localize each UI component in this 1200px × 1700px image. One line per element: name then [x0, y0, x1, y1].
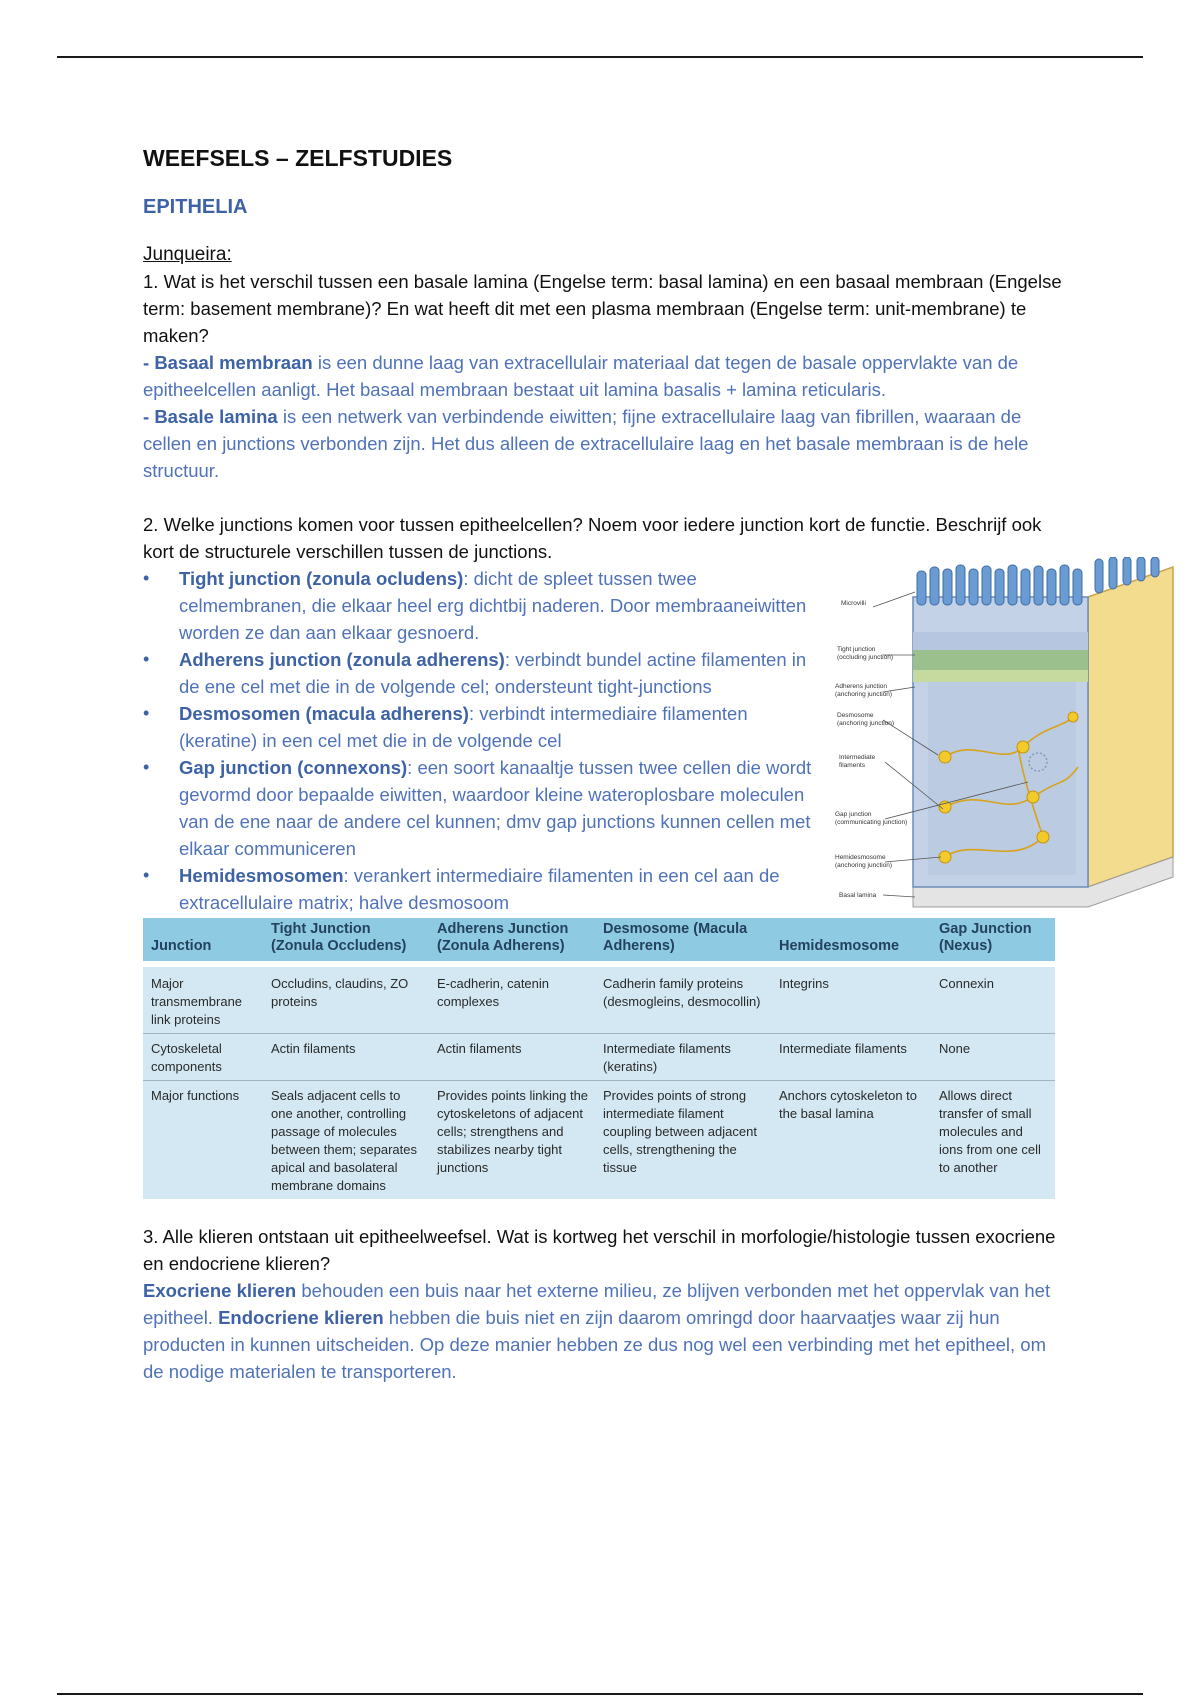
figure-label: (anchoring junction) — [837, 720, 895, 727]
source-label: Junqueira: — [143, 244, 232, 265]
figure-label: (anchoring junction) — [835, 862, 893, 869]
table-cell: Cytoskeletal components — [143, 1034, 263, 1081]
question-1: 1. Wat is het verschil tussen een basale lamina (Engelse term: basal lamina) en een basaal membraan (Engelse term: basement membrane)? En wat heeft dit met een plasma membraan (Engelse term: unit-membrane) te maken? — [143, 271, 1062, 346]
table-cell: Connexin — [931, 964, 1055, 1034]
document-title: WEEFSELS – ZELFSTUDIES — [143, 145, 453, 171]
table-row — [143, 1081, 1055, 1200]
figure-label: Hemidesmosome — [835, 854, 886, 861]
junction-term: Adherens junction (zonula adherens) — [179, 649, 505, 670]
table-cell: Actin filaments — [263, 1034, 429, 1081]
junction-term: Gap junction (connexons) — [179, 757, 408, 778]
answer-text: behouden een buis naar het externe milieu, ze blijven verbonden met het oppervlak van het epitheel. — [143, 1280, 1051, 1328]
answer-1a — [143, 349, 1063, 403]
table-cell: Intermediate filaments (keratins) — [595, 1034, 771, 1081]
answer-text: is een netwerk van verbindende eiwitten; fijne extracellulaire laag van fibrillen, waaraan de cellen en junctions verbonden zijn. Het dus alleen de extracellulaire laag en het basale membraan is de hele structuur. — [143, 406, 1029, 481]
table-cell: Actin filaments — [429, 1034, 595, 1081]
table-cell: Intermediate filaments — [771, 1034, 931, 1081]
junction-text: : verbindt bundel actine filamenten in de ene cel met die in de volgende cel; ondersteunt tight-junctions — [179, 649, 807, 697]
section-heading: EPITHELIA — [143, 196, 248, 218]
table-cell: Major functions — [143, 1081, 263, 1200]
figure-label: Basal lamina — [839, 892, 877, 899]
figure-label: Desmosome — [837, 712, 874, 719]
table-cell: Seals adjacent cells to one another, controlling passage of molecules between them; separates apical and basolateral membrane domains — [263, 1081, 429, 1200]
column-header: Junction — [143, 918, 263, 964]
answer-3 — [143, 1277, 1063, 1385]
bullet: • — [143, 757, 150, 777]
table-row — [143, 1034, 1055, 1081]
table-cell: Cadherin family proteins (desmogleins, desmocollin) — [595, 964, 771, 1034]
bullet: • — [143, 649, 150, 669]
bullet: • — [143, 865, 150, 885]
junction-text: : een soort kanaaltje tussen twee cellen die wordt gevormd door bepaalde eiwitten, waardoor kleine wateroplosbare moleculen van de ene naar de andere cel kunnen; dmv gap junctions kunnen cellen met elkaar communiceren — [179, 757, 812, 859]
list-item — [143, 754, 823, 862]
table-row — [143, 964, 1055, 1034]
bullet: • — [143, 703, 150, 723]
table-cell: None — [931, 1034, 1055, 1081]
figure-label: (occluding junction) — [837, 654, 894, 661]
column-header: Hemidesmosome — [771, 918, 931, 964]
junction-text: : dicht de spleet tussen twee celmembranen, die elkaar heel erg dichtbij naderen. Door membraaneiwitten worden ze dan aan elkaar gesnoerd. — [179, 568, 807, 643]
table-cell: Anchors cytoskeleton to the basal lamina — [771, 1081, 931, 1200]
figure-label: Microvilli — [841, 600, 866, 607]
junction-term: Desmosomen (macula adherens) — [179, 703, 469, 724]
table-cell: Integrins — [771, 964, 931, 1034]
table-cell: Major transmembrane link proteins — [143, 964, 263, 1034]
answer-text: hebben die buis niet en zijn daarom omringd door haarvaatjes waar zij hun producten in kunnen uitscheiden. Op deze manier hebben ze dus nog wel een verbinding met het epitheel, om de nodige materialen te transporteren. — [143, 1307, 1046, 1382]
list-item — [143, 700, 823, 754]
table-cell: Provides points of strong intermediate filament coupling between adjacent cells, strengthening the tissue — [595, 1081, 771, 1200]
junction-term: Hemidesmosomen — [179, 865, 344, 886]
column-header: Desmosome (Macula Adherens) — [595, 918, 771, 964]
figure-label: Tight junction — [837, 646, 876, 653]
figure-label: (communicating junction) — [835, 819, 908, 826]
table-cell: Allows direct transfer of small molecules and ions from one cell to another — [931, 1081, 1055, 1200]
list-item — [143, 862, 823, 916]
list-item — [143, 565, 823, 646]
junction-term: Tight junction (zonula ocludens) — [179, 568, 464, 589]
bottom-rule — [57, 1693, 1143, 1695]
junctions-block — [143, 565, 1063, 916]
junction-comparison-table — [143, 918, 1055, 1199]
top-rule — [57, 56, 1143, 58]
table-cell: Provides points linking the cytoskeletons of adjacent cells; strengthens and stabilizes nearby tight junctions — [429, 1081, 595, 1200]
figure-label: filaments — [839, 762, 866, 769]
column-header: Tight Junction (Zonula Occludens) — [263, 918, 429, 964]
figure-label: Intermediate — [839, 754, 876, 761]
junction-text: : verankert intermediaire filamenten in een cel aan de extracellulaire matrix; halve desmosoom — [179, 865, 780, 913]
answer-text: is een dunne laag van extracellulair materiaal dat tegen de basale oppervlakte van de epitheelcellen aanligt. Het basaal membraan bestaat uit lamina basalis + lamina reticularis. — [143, 352, 1019, 400]
figure-label: Gap junction — [835, 811, 872, 818]
term-basale-lamina: Basale lamina — [154, 406, 278, 427]
answer-1b — [143, 403, 1063, 484]
column-header: Gap Junction (Nexus) — [931, 918, 1055, 964]
dash: - — [143, 352, 155, 373]
figure-label: Adherens junction — [835, 683, 888, 690]
dash: - — [143, 406, 155, 427]
term-endocriene-klieren: Endocriene klieren — [218, 1307, 384, 1328]
question-2: 2. Welke junctions komen voor tussen epitheelcellen? Noem voor iedere junction kort de functie. Beschrijf ook kort de structurele verschillen tussen de junctions. — [143, 514, 1042, 562]
epithelial-junctions-illustration — [833, 557, 1200, 947]
figure-label: (anchoring junction) — [835, 691, 893, 698]
table-cell: Occludins, claudins, ZO proteins — [263, 964, 429, 1034]
list-item — [143, 646, 823, 700]
bullet: • — [143, 568, 150, 588]
junction-text: : verbindt intermediaire filamenten (keratine) in een cel met die in de volgende cel — [179, 703, 748, 751]
term-exocriene-klieren: Exocriene klieren — [143, 1280, 297, 1301]
column-header: Adherens Junction (Zonula Adherens) — [429, 918, 595, 964]
table-cell: E-cadherin, catenin complexes — [429, 964, 595, 1034]
junction-list — [143, 565, 823, 916]
question-3: 3. Alle klieren ontstaan uit epitheelweefsel. Wat is kortweg het verschil in morfologie/histologie tussen exocriene en endocriene klieren? — [143, 1226, 1056, 1274]
term-basaal-membraan: Basaal membraan — [154, 352, 313, 373]
document-body — [143, 145, 1063, 1385]
